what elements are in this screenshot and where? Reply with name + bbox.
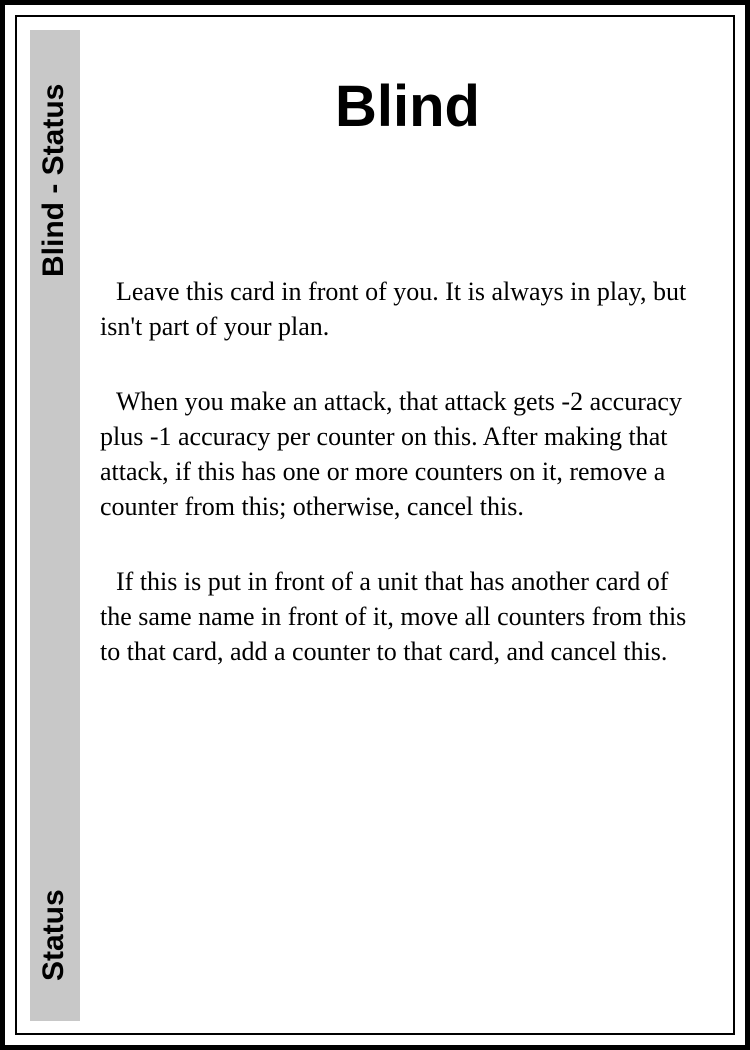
card-rules-text	[100, 274, 690, 709]
side-label-type: Blind - Status	[37, 83, 70, 277]
side-label-category: Status	[37, 889, 70, 981]
card-title: Blind	[335, 74, 480, 139]
rules-paragraph: If this is put in front of a unit that has another card of the same name in front of it, move all counters from this to that card, add a counter to that card, and cancel this.	[100, 567, 687, 666]
rules-paragraph: When you make an attack, that attack gets -2 accuracy plus -1 accuracy per counter on this. After making that attack, if this has one or more counters on it, remove a counter from this; otherwise, cancel this.	[100, 387, 682, 521]
rules-paragraph: Leave this card in front of you. It is always in play, but isn't part of your plan.	[100, 277, 687, 341]
